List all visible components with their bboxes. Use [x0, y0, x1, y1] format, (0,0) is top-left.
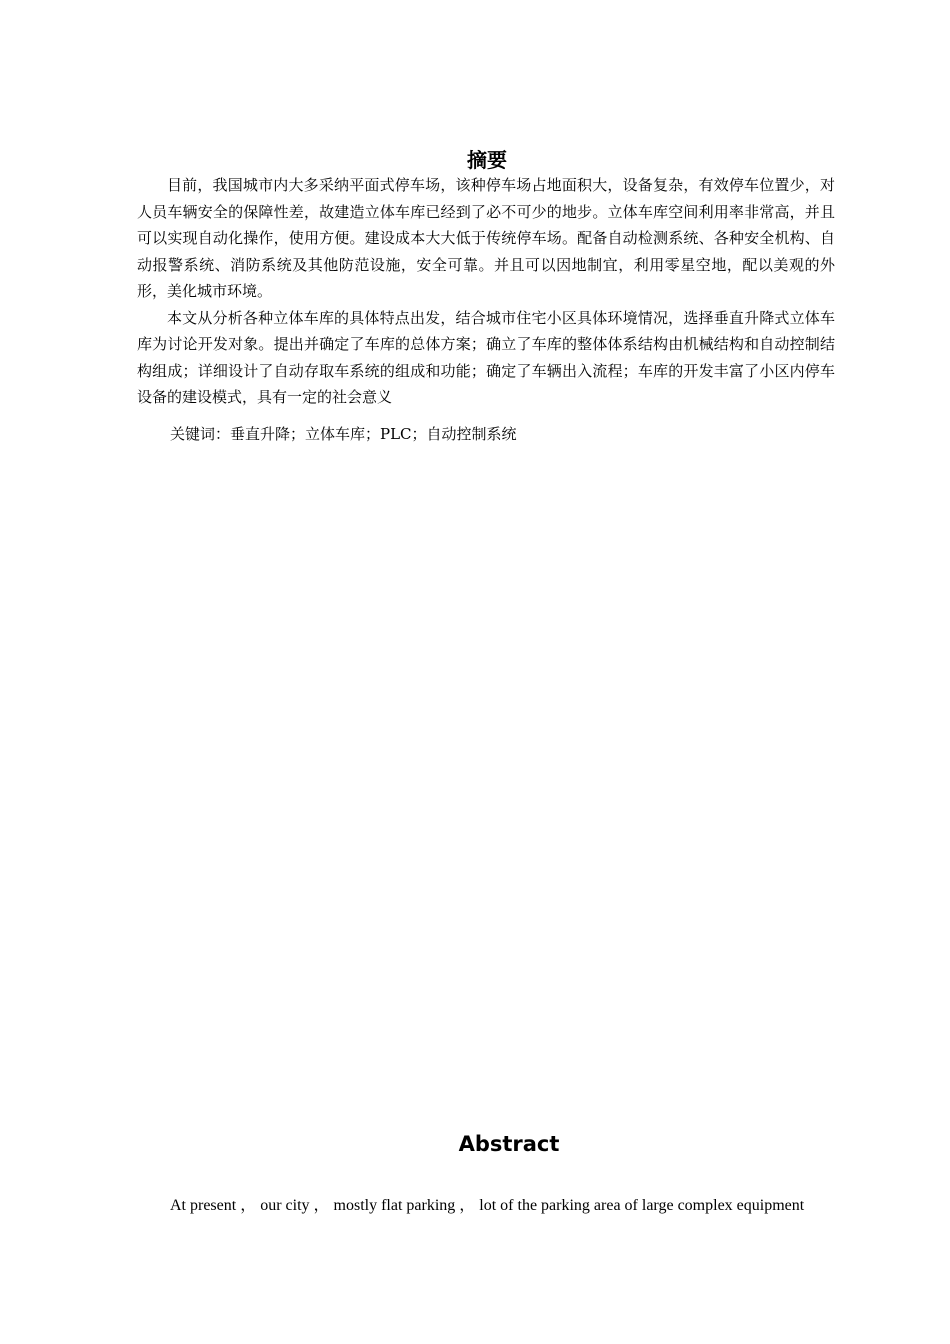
- english-abstract-title: Abstract: [458, 1132, 560, 1156]
- english-abstract-first-line: At present ， our city ， mostly flat parking ， lot of the parking area of large complex equipment: [170, 1197, 805, 1214]
- chinese-abstract-title: 摘要: [467, 148, 507, 172]
- chinese-abstract-body: [137, 172, 835, 411]
- chinese-abstract-paragraph-1: 目前，我国城市内大多采纳平面式停车场，该种停车场占地面积大，设备复杂，有效停车位置少，对人员车辆安全的保障性差，故建造立体车库已经到了必不可少的地步。立体车库空间利用率非常高，并且可以实现自动化操作，使用方便。建设成本大大低于传统停车场。配备自动检测系统、各种安全机构、自动报警系统、消防系统及其他防范设施，安全可靠。并且可以因地制宜，利用零星空地，配以美观的外形，美化城市环境。: [137, 176, 835, 300]
- chinese-abstract-paragraph-2: 本文从分析各种立体车库的具体特点出发，结合城市住宅小区具体环境情况，选择垂直升降式立体车库为讨论开发对象。提出并确定了车库的总体方案；确立了车库的整体体系结构由机械结构和自动控制结构组成；详细设计了自动存取车系统的组成和功能；确定了车辆出入流程；车库的开发丰富了小区内停车设备的建设模式，具有一定的社会意义: [137, 308, 835, 406]
- chinese-keywords: 关键词：垂直升降；立体车库；PLC；自动控制系统: [170, 425, 517, 443]
